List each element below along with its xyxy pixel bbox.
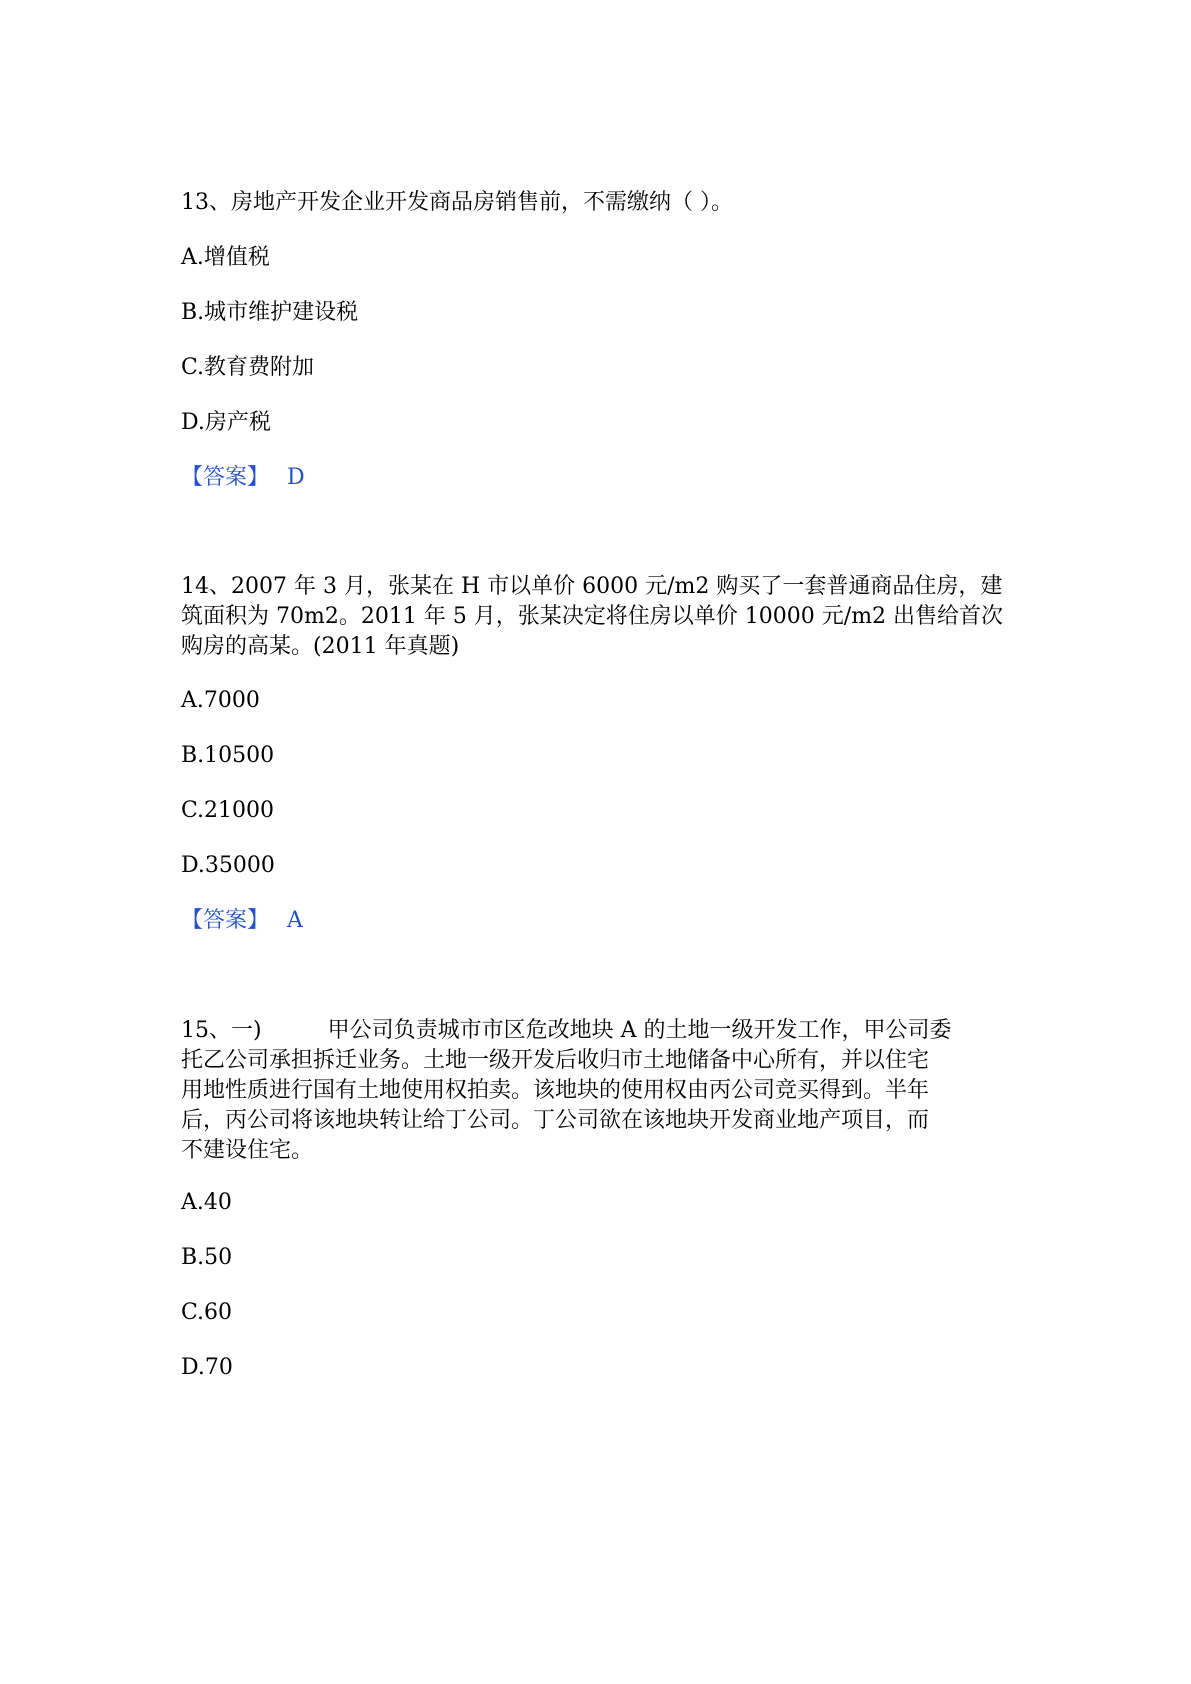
question-14-option-a: A.7000 <box>181 688 260 713</box>
question-15-option-d: D.70 <box>181 1355 233 1380</box>
question-13-stem: 13、房地产开发企业开发商品房销售前，不需缴纳（ ）。 <box>181 190 733 215</box>
question-15-stem <box>181 1016 1011 1166</box>
stem-line: 托乙公司承担拆迁业务。土地一级开发后收归市土地储备中心所有，并以住宅 <box>181 1048 930 1073</box>
answer-value: D <box>287 465 305 490</box>
question-15-option-b: B.50 <box>181 1245 233 1270</box>
question-14-option-c: C.21000 <box>181 798 275 823</box>
question-14-option-d: D.35000 <box>181 853 275 878</box>
question-13-option-a: A.增值税 <box>181 245 270 270</box>
question-13-option-c: C.教育费附加 <box>181 355 315 380</box>
question-14-answer <box>181 906 303 936</box>
stem-line: 后，丙公司将该地块转让给丁公司。丁公司欲在该地块开发商业地产项目，而 <box>181 1108 930 1133</box>
question-13-option-b: B.城市维护建设税 <box>181 300 359 325</box>
stem-line: 购房的高某。(2011 年真题) <box>181 634 460 659</box>
question-15-option-a: A.40 <box>181 1190 232 1215</box>
question-13-answer <box>181 463 305 493</box>
stem-line: 15、一) 甲公司负责城市市区危改地块 A 的土地一级开发工作，甲公司委 <box>181 1018 952 1043</box>
stem-line: 不建设住宅。 <box>181 1138 314 1163</box>
stem-line: 用地性质进行国有土地使用权拍卖。该地块的使用权由丙公司竞买得到。半年 <box>181 1078 930 1103</box>
stem-line: 筑面积为 70m2。2011 年 5 月，张某决定将住房以单价 10000 元/m2 出售给首次 <box>181 604 1004 629</box>
answer-label: 【答案】 <box>181 465 270 490</box>
stem-line: 14、2007 年 3 月，张某在 H 市以单价 6000 元/m2 购买了一套普通商品住房，建 <box>181 574 1003 599</box>
answer-value: A <box>287 908 303 933</box>
question-14-option-b: B.10500 <box>181 743 275 768</box>
question-15-option-c: C.60 <box>181 1300 233 1325</box>
question-14-stem <box>181 572 1011 662</box>
question-13-option-d: D.房产税 <box>181 410 271 435</box>
answer-label: 【答案】 <box>181 908 270 933</box>
